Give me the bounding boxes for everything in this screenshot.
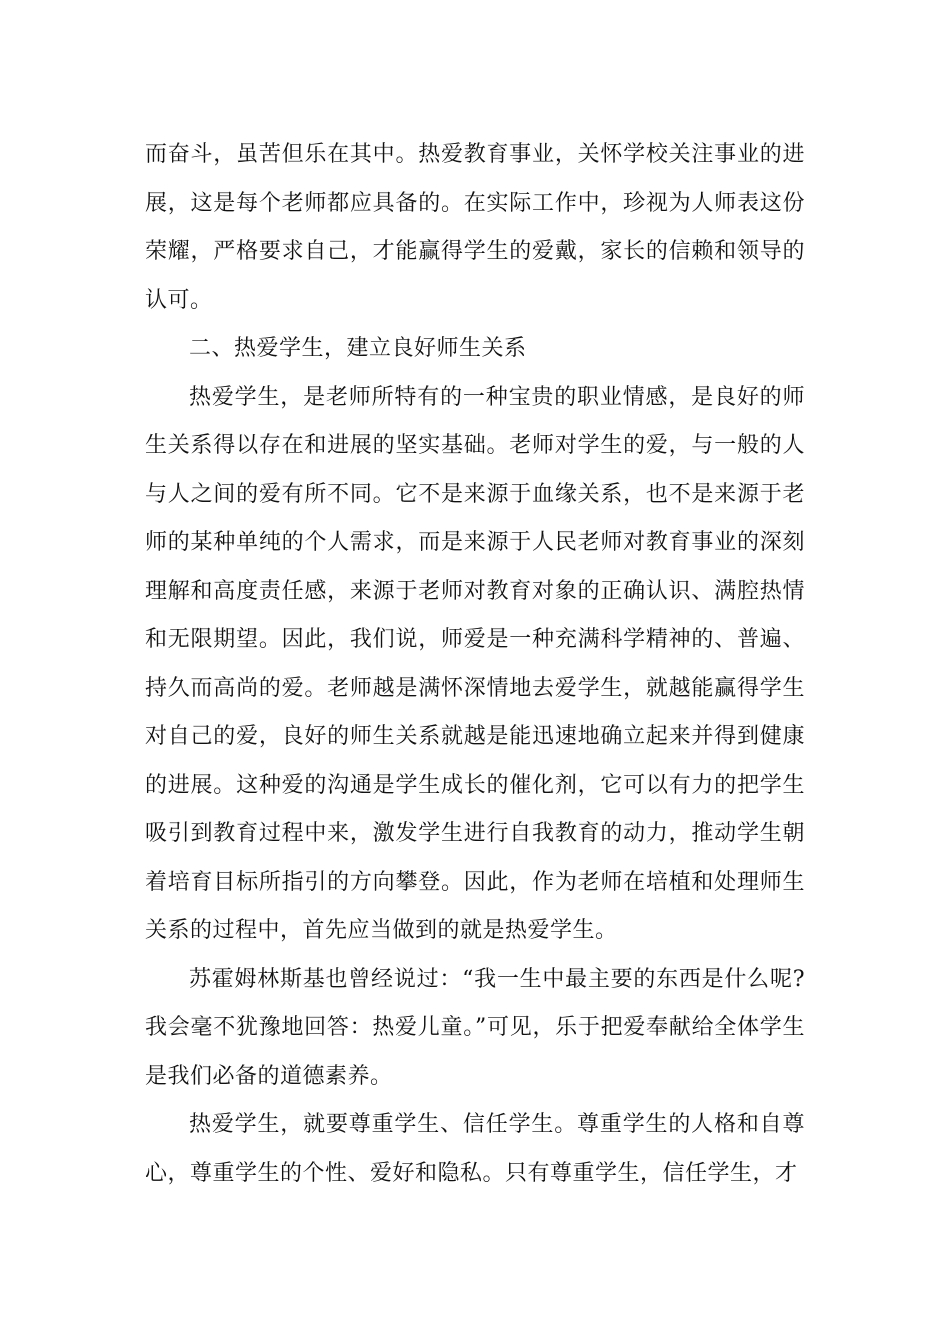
document-body — [145, 131, 805, 1198]
paragraph-love-students: 热爱学生，是老师所特有的一种宝贵的职业情感，是良好的师生关系得以存在和进展的坚实基础。老师对学生的爱，与一般的人与人之间的爱有所不同。它不是来源于血缘关系，也不是来源于老师的某种单纯的个人需求，而是来源于人民老师对教育事业的深刻理解和高度责任感，来源于老师对教育对象的正确认识、满腔热情和无限期望。因此，我们说，师爱是一种充满科学精神的、普遍、持久而高尚的爱。老师越是满怀深情地去爱学生，就越能赢得学生对自己的爱，良好的师生关系就越是能迅速地确立起来并得到健康的进展。这种爱的沟通是学生成长的催化剂，它可以有力的把学生吸引到教育过程中来，激发学生进行自我教育的动力，推动学生朝着培育目标所指引的方向攀登。因此，作为老师在培植和处理师生关系的过程中，首先应当做到的就是热爱学生。 — [145, 384, 805, 943]
section-heading: 二、热爱学生，建立良好师生关系 — [189, 336, 527, 361]
paragraph-continuation: 而奋斗，虽苦但乐在其中。热爱教育事业，关怀学校关注事业的进展，这是每个老师都应具备的。在实际工作中，珍视为人师表这份荣耀，严格要求自己，才能赢得学生的爱戴，家长的信赖和领导的认可。 — [145, 142, 805, 313]
paragraph-sukhomlinsky-quote: 苏霍姆林斯基也曾经说过：“我一生中最主要的东西是什么呢?我会毫不犹豫地回答：热爱儿童。”可见，乐于把爱奉献给全体学生是我们必备的道德素养。 — [145, 966, 805, 1089]
paragraph-respect-trust: 热爱学生，就要尊重学生、信任学生。尊重学生的人格和自尊心，尊重学生的个性、爱好和隐私。只有尊重学生，信任学生，才 — [145, 1112, 805, 1186]
